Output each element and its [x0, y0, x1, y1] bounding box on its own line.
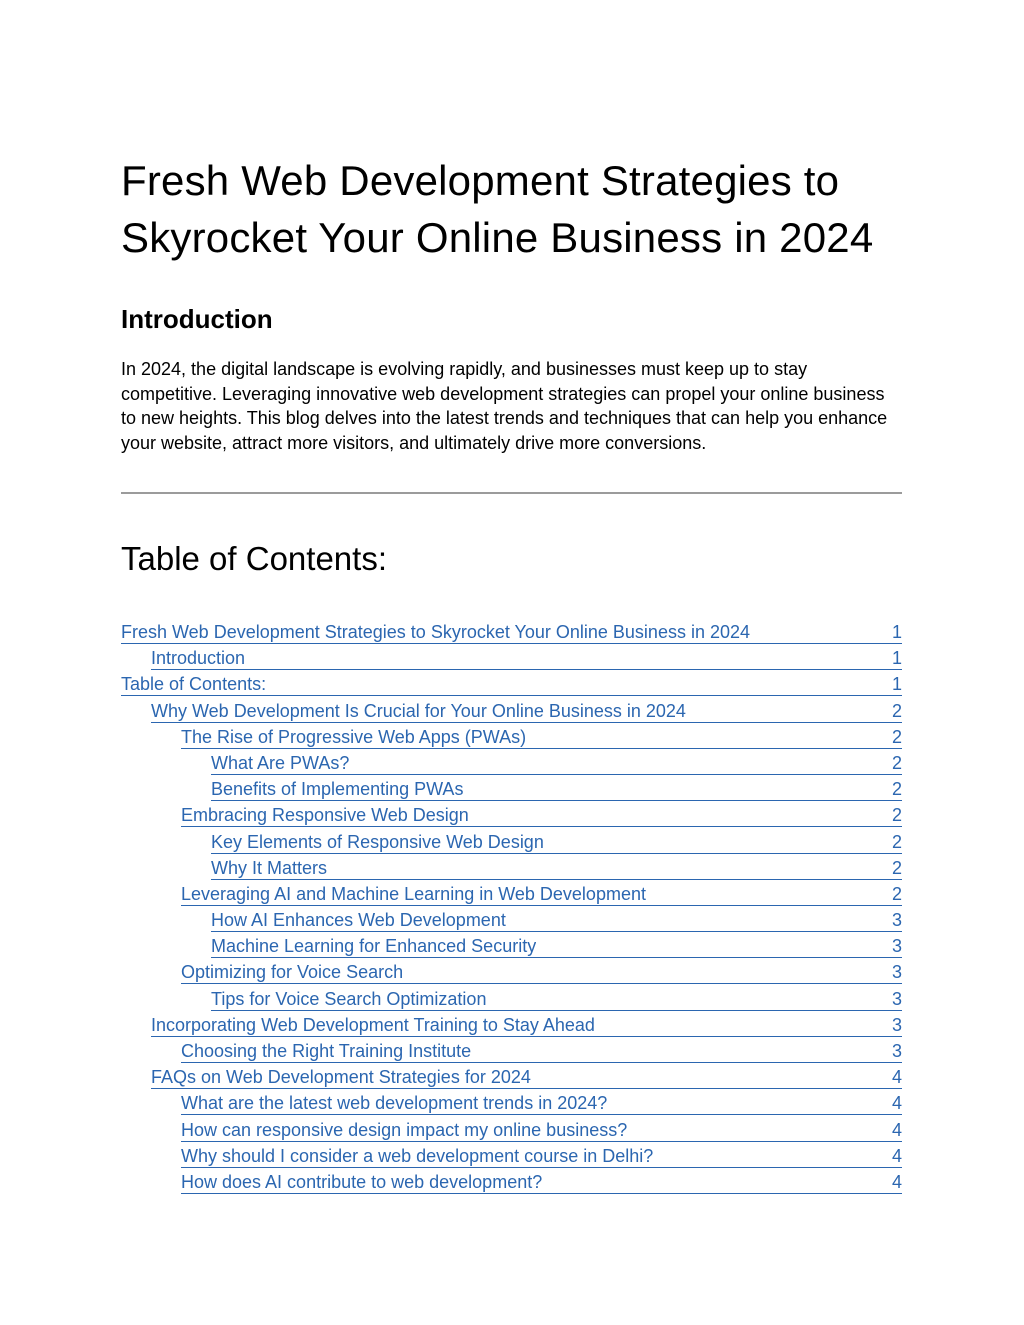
toc-entry-page[interactable]: 3 — [891, 936, 902, 957]
introduction-paragraph: In 2024, the digital landscape is evolving rapidly, and businesses must keep up to stay competitive. Leveraging innovative web development strategies can propel your online business to new heights. This blog delves into the latest trends and techniques that can help you enhance your website, attract more visitors, and ultimately drive more conversions. — [121, 359, 888, 454]
toc-entry[interactable] — [121, 670, 902, 696]
toc-entry-label[interactable]: Incorporating Web Development Training to Stay Ahead — [151, 1014, 595, 1035]
toc-entry-label[interactable]: How AI Enhances Web Development — [211, 910, 506, 931]
toc-entry[interactable] — [211, 827, 902, 853]
toc-entry-page[interactable]: 1 — [891, 674, 902, 695]
toc-entry-label[interactable]: Introduction — [151, 648, 246, 669]
toc-entry[interactable] — [181, 1142, 902, 1168]
toc-entry[interactable] — [181, 1037, 902, 1063]
toc-entry-page[interactable]: 1 — [891, 622, 902, 642]
toc-entry-label[interactable]: Leveraging AI and Machine Learning in Web Development — [181, 883, 646, 904]
toc-entry-page[interactable]: 4 — [891, 1145, 902, 1166]
horizontal-divider — [121, 492, 902, 494]
toc-entry-page[interactable]: 4 — [891, 1093, 902, 1114]
toc-entry-label[interactable]: Tips for Voice Search Optimization — [211, 988, 487, 1009]
toc-entry-page[interactable]: 3 — [891, 988, 902, 1009]
toc-entry-label[interactable]: What are the latest web development trends in 2024? — [181, 1093, 608, 1114]
toc-entry[interactable] — [121, 618, 902, 644]
toc-entry[interactable] — [181, 723, 902, 749]
introduction-heading: Introduction — [121, 304, 273, 334]
toc-entry-label[interactable]: Choosing the Right Training Institute — [181, 1041, 472, 1061]
toc-entry[interactable] — [181, 1168, 902, 1194]
toc-entry-page[interactable]: 2 — [891, 831, 902, 852]
toc-entry-page[interactable]: 4 — [891, 1119, 902, 1140]
toc-entry-page[interactable]: 3 — [891, 910, 902, 931]
toc-entry-label[interactable]: Machine Learning for Enhanced Security — [211, 936, 537, 957]
toc-entry-label[interactable]: FAQs on Web Development Strategies for 2024 — [151, 1067, 531, 1088]
toc-entry-page[interactable]: 3 — [891, 1014, 902, 1035]
toc-entry-label[interactable]: Key Elements of Responsive Web Design — [211, 831, 544, 852]
toc-entry-page[interactable]: 4 — [891, 1067, 902, 1088]
toc-entry[interactable] — [211, 906, 902, 932]
toc-entry-label[interactable]: Why Web Development Is Crucial for Your Online Business in 2024 — [151, 700, 686, 721]
toc-entry-label[interactable]: Why should I consider a web development course in Delhi? — [181, 1145, 654, 1166]
toc-entry-label[interactable]: Table of Contents: — [121, 674, 267, 695]
toc-entry[interactable] — [151, 644, 902, 670]
toc-entry-page[interactable]: 2 — [891, 883, 902, 904]
toc-entry-label[interactable]: Benefits of Implementing PWAs — [211, 779, 464, 800]
toc-entry[interactable] — [211, 854, 902, 880]
toc-entry[interactable] — [211, 984, 902, 1010]
table-of-contents — [121, 618, 902, 1194]
toc-entry-page[interactable]: 2 — [891, 726, 902, 747]
toc-entry-page[interactable]: 2 — [891, 805, 902, 826]
toc-entry-page[interactable]: 3 — [891, 962, 902, 983]
toc-entry[interactable] — [181, 801, 902, 827]
toc-entry-label[interactable]: Why It Matters — [211, 857, 328, 878]
toc-entry-page[interactable]: 4 — [891, 1171, 902, 1192]
toc-entry[interactable] — [211, 749, 902, 775]
toc-entry[interactable] — [151, 696, 902, 722]
toc-entry[interactable] — [151, 1063, 902, 1089]
toc-entry-page[interactable]: 2 — [891, 700, 902, 721]
toc-entry-page[interactable]: 2 — [891, 857, 902, 878]
toc-entry[interactable] — [151, 1011, 902, 1037]
toc-entry[interactable] — [211, 932, 902, 958]
document-title: Fresh Web Development Strategies to Skyrocket Your Online Business in 2024 — [121, 157, 874, 261]
toc-entry[interactable] — [181, 958, 902, 984]
toc-entry-label[interactable]: The Rise of Progressive Web Apps (PWAs) — [181, 726, 527, 747]
toc-entry[interactable] — [181, 880, 902, 906]
toc-entry-page[interactable]: 2 — [891, 779, 902, 800]
toc-entry-label[interactable]: Embracing Responsive Web Design — [181, 805, 469, 826]
toc-entry[interactable] — [181, 1115, 902, 1141]
toc-entry[interactable] — [181, 1089, 902, 1115]
toc-entry[interactable] — [211, 775, 902, 801]
toc-entry-page[interactable]: 2 — [891, 752, 902, 773]
toc-entry-page[interactable]: 1 — [891, 648, 902, 669]
toc-entry-label[interactable]: What Are PWAs? — [211, 752, 350, 773]
toc-entry-label[interactable]: Optimizing for Voice Search — [181, 962, 404, 983]
toc-entry-page[interactable]: 3 — [891, 1041, 902, 1061]
toc-entry-label[interactable]: How can responsive design impact my online business? — [181, 1119, 628, 1140]
toc-entry-label[interactable]: Fresh Web Development Strategies to Skyrocket Your Online Business in 2024 — [121, 622, 751, 642]
toc-entry-label[interactable]: How does AI contribute to web development? — [181, 1171, 543, 1192]
toc-heading: Table of Contents: — [121, 539, 387, 577]
